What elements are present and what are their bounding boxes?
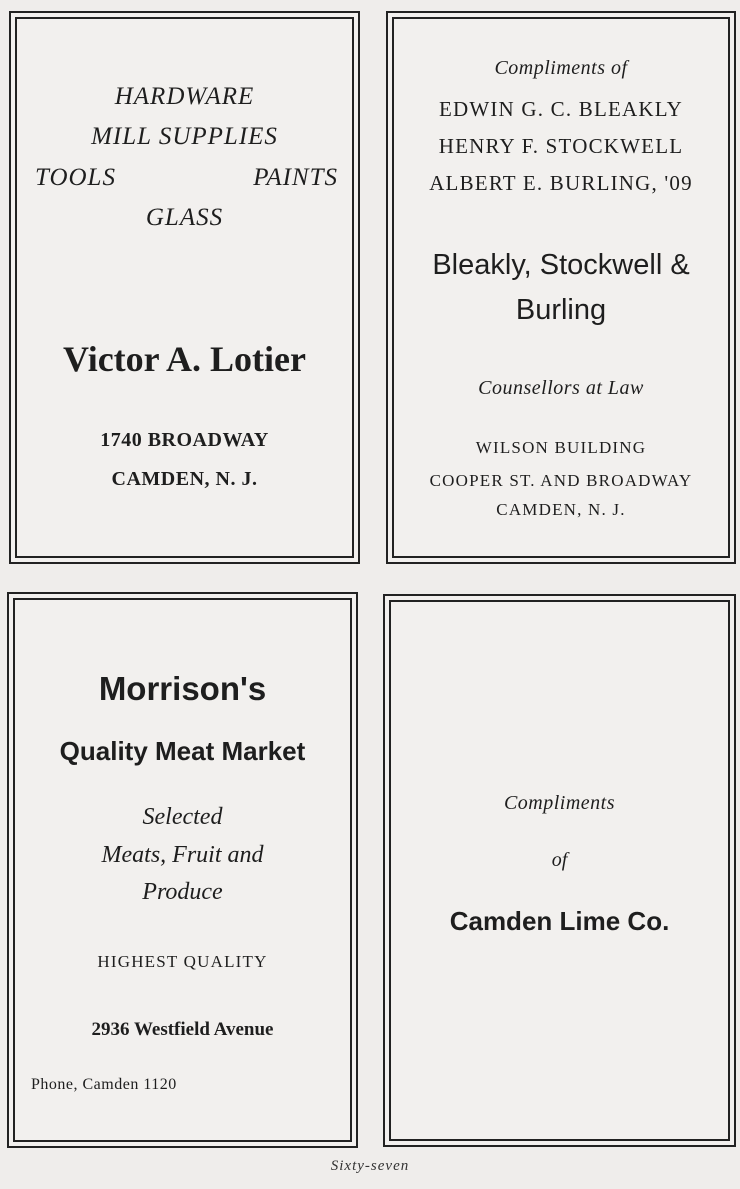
compliments-of: Compliments of	[494, 57, 628, 79]
partner-burling: ALBERT E. BURLING, '09	[429, 171, 693, 195]
profession: Counsellors at Law	[478, 377, 644, 399]
street: COOPER ST. AND BROADWAY	[429, 471, 693, 490]
selected-line: Selected	[142, 804, 223, 830]
meats-fruit-line: Meats, Fruit and	[101, 842, 264, 868]
merchant-name: Victor A. Lotier	[63, 339, 306, 379]
market-subtitle: Quality Meat Market	[59, 736, 306, 766]
building: WILSON BUILDING	[475, 438, 647, 457]
merchant-address: 1740 BROADWAY	[100, 429, 269, 451]
firm-name-line1: Bleakly, Stockwell &	[432, 249, 690, 281]
partner-stockwell: HENRY F. STOCKWELL	[438, 134, 684, 158]
firm-name-line2: Burling	[515, 294, 607, 326]
company-name: Camden Lime Co.	[449, 906, 670, 936]
highest-quality: HIGHEST QUALITY	[97, 952, 268, 971]
mill-supplies-line: MILL SUPPLIES	[91, 123, 278, 150]
market-phone: Phone, Camden 1120	[31, 1076, 177, 1093]
paints-line: PAINTS	[253, 164, 338, 191]
compliments: Compliments	[503, 792, 616, 814]
lime-company-ad	[383, 594, 736, 1147]
city: CAMDEN, N. J.	[496, 500, 626, 519]
of-line: of	[551, 849, 568, 871]
meat-market-ad	[7, 592, 358, 1148]
hardware-line: HARDWARE	[114, 83, 255, 110]
tools-line: TOOLS	[35, 164, 116, 191]
law-firm-ad	[386, 11, 736, 564]
hardware-ad	[9, 11, 360, 564]
market-name: Morrison's	[98, 670, 267, 707]
market-address: 2936 Westfield Avenue	[91, 1019, 274, 1040]
produce-line: Produce	[142, 879, 223, 905]
page-number: Sixty-seven	[330, 1158, 410, 1174]
partner-bleakly: EDWIN G. C. BLEAKLY	[438, 97, 684, 121]
glass-line: GLASS	[145, 204, 224, 231]
merchant-city: CAMDEN, N. J.	[111, 468, 258, 490]
